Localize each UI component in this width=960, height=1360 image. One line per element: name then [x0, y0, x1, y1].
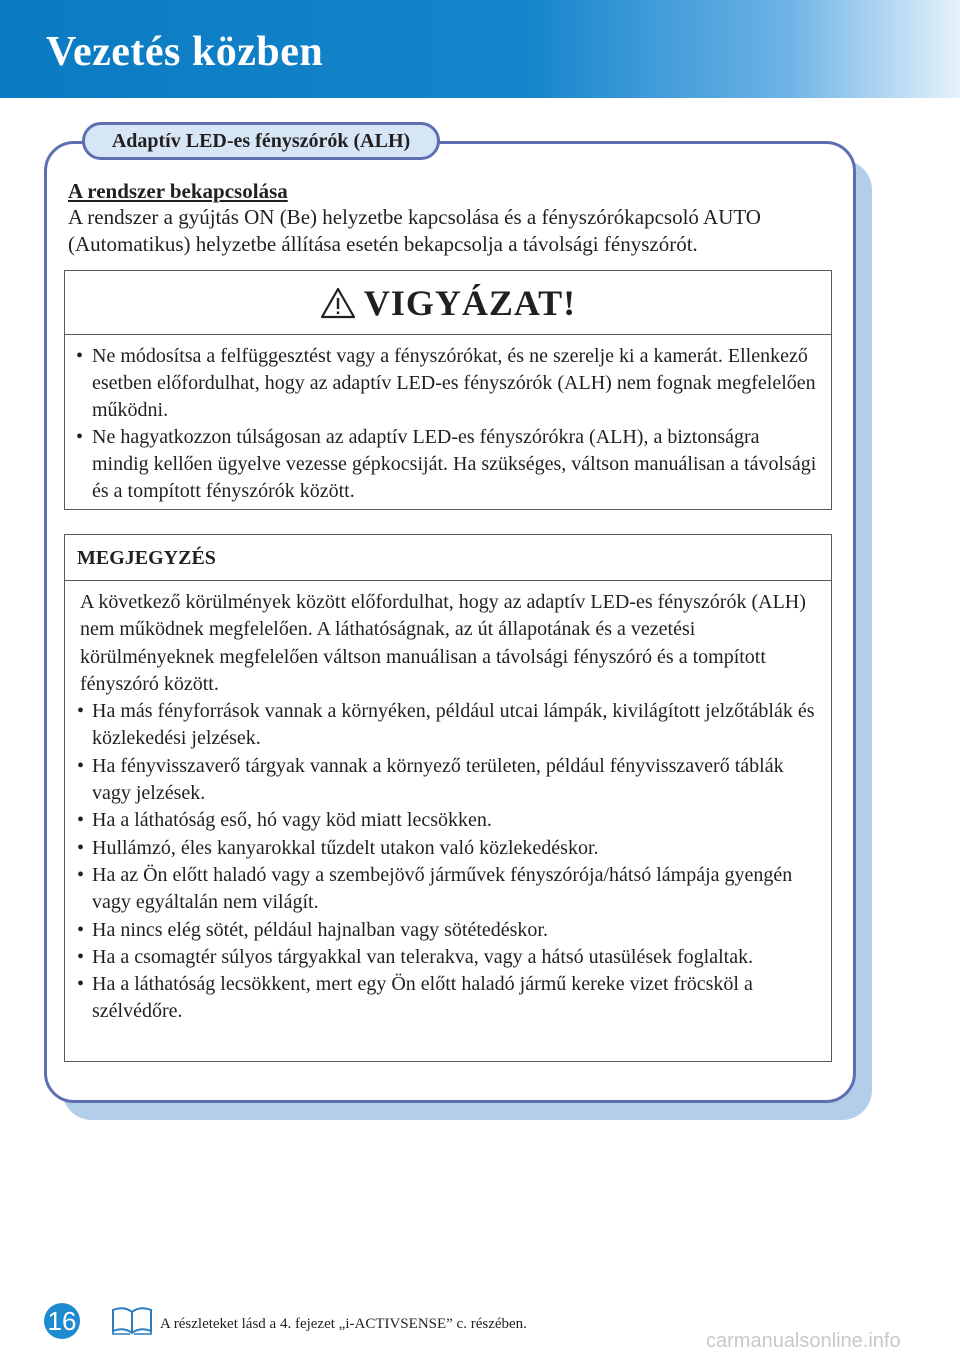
note-body — [65, 581, 831, 1026]
section-intro: A rendszer a gyújtás ON (Be) helyzetbe kapcsolása és a fényszórókapcsoló AUTO (Automatikus) helyzetbe állítása esetén bekapcsolja a távolsági fényszórót. — [68, 205, 761, 256]
note-list — [80, 698, 821, 1026]
warning-box — [64, 270, 832, 510]
warning-list — [65, 335, 831, 505]
list-item: • Ne hagyatkozzon túlságosan az adaptív LED-es fényszórókra (ALH), a biztonságra mindig kellően ügyelve vezesse gépkocsiját. Ha szükséges, váltson manuálisan a távolsági és a tompított fényszórók között. — [65, 424, 821, 505]
note-intro: A következő körülmények között előfordulhat, hogy az adaptív LED-es fényszórók (ALH) nem működnek megfelelően. A láthatóságnak, az út állapotának és a vezetési körülményeknek megfelelően váltson manuálisan a távolsági fényszóró és a tompított fényszóró között. — [80, 591, 806, 695]
warning-triangle-icon — [320, 287, 356, 319]
list-item: • Ha más fényforrások vannak a környéken, például utcai lámpák, kivilágított jelzőtáblák és közlekedési jelzések. — [80, 698, 821, 753]
list-item: • Ha fényvisszaverő tárgyak vannak a környező területen, például fényvisszaverő táblák vagy jelzések. — [80, 753, 821, 808]
section-subheading: A rendszer bekapcsolása — [68, 179, 288, 203]
list-item: • Ne módosítsa a felfüggesztést vagy a fényszórókat, és ne szerelje ki a kamerát. Ellenkező esetben előfordulhat, hogy az adaptív LED-es fényszórók (ALH) nem fognak megfelelően működni. — [65, 343, 821, 424]
warning-header — [65, 271, 831, 335]
watermark: carmanualsonline.info — [706, 1330, 901, 1352]
page-header — [0, 0, 960, 98]
note-title: MEGJEGYZÉS — [65, 535, 831, 581]
footer-reference: A részleteket lásd a 4. fejezet „i-ACTIVSENSE” c. részében. — [160, 1316, 527, 1332]
page-number: 16 — [44, 1303, 80, 1339]
warning-title: VIGYÁZAT! — [363, 282, 577, 323]
list-item: • Ha a csomagtér súlyos tárgyakkal van telerakva, vagy a hátsó utasülések foglaltak. — [80, 944, 821, 971]
note-box — [64, 534, 832, 1062]
list-item: • Ha a láthatóság lecsökkent, mert egy Ön előtt haladó jármű kereke vizet fröcsköl a szélvédőre. — [80, 971, 821, 1026]
page-title: Vezetés közben — [46, 29, 324, 75]
list-item: • Ha nincs elég sötét, például hajnalban vagy sötétedéskor. — [80, 917, 821, 944]
list-item: • Ha a láthatóság eső, hó vagy köd miatt lecsökken. — [80, 807, 821, 834]
open-book-icon — [110, 1306, 154, 1336]
list-item: • Hullámzó, éles kanyarokkal tűzdelt utakon való közlekedéskor. — [80, 835, 821, 862]
section-tab: Adaptív LED-es fényszórók (ALH) — [82, 122, 440, 160]
list-item: • Ha az Ön előtt haladó vagy a szembejövő járművek fényszórója/hátsó lámpája gyengén vagy egyáltalán nem világít. — [80, 862, 821, 917]
